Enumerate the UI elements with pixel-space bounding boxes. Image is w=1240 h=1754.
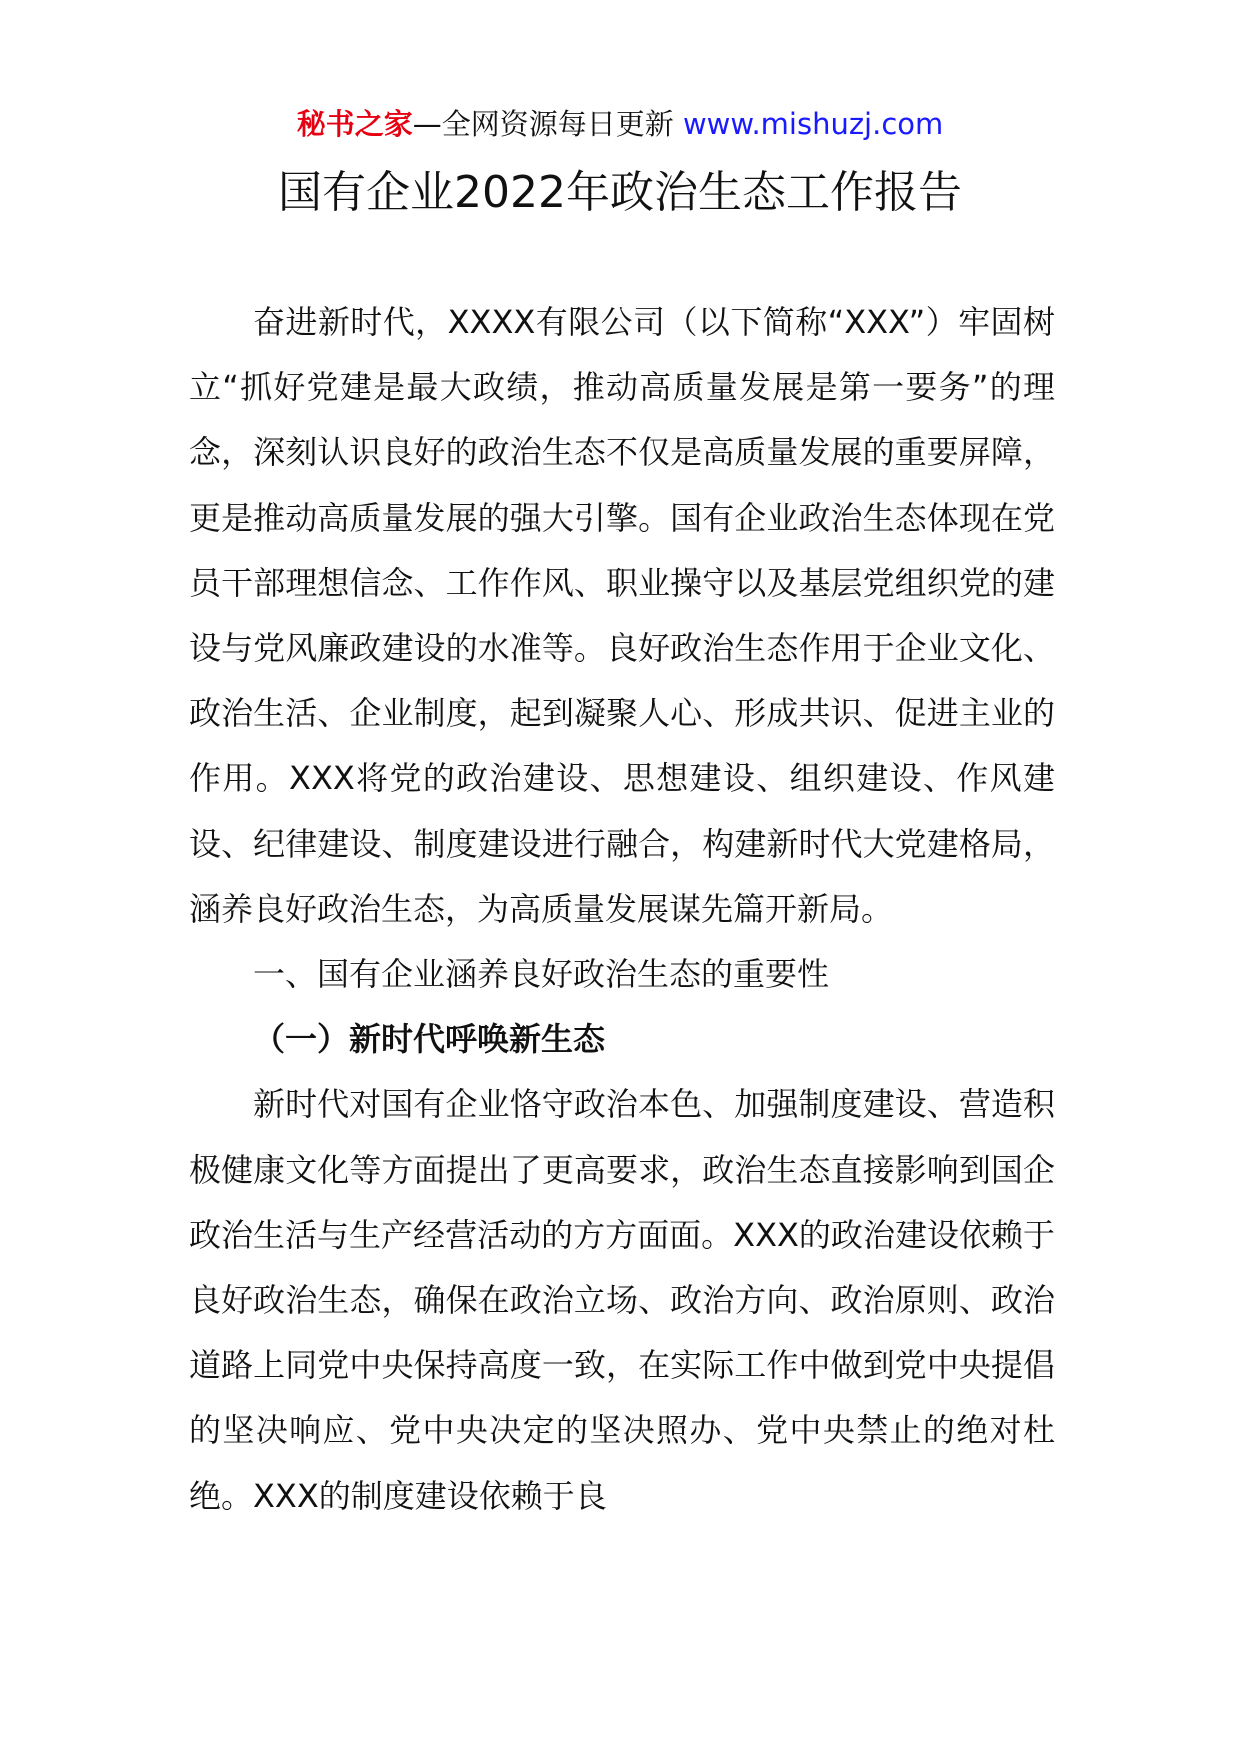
site-header	[0, 102, 1240, 146]
header-tagline: —全网资源每日更新	[412, 107, 683, 141]
site-url-link[interactable]: www.mishuzj.com	[682, 107, 944, 141]
paragraph-intro: 奋进新时代，XXXX有限公司（以下简称“XXX”）牢固树立“抓好党建是最大政绩，推动高质量发展是第一要务”的理念，深刻认识良好的政治生态不仅是高质量发展的重要屏障，更是推动高质量发展的强大引擎。国有企业政治生态体现在党员干部理想信念、工作作风、职业操守以及基层党组织党的建设与党风廉政建设的水准等。良好政治生态作用于企业文化、政治生活、企业制度，起到凝聚人心、形成共识、促进主业的作用。XXX将党的政治建设、思想建设、组织建设、作风建设、纪律建设、制度建设进行融合，构建新时代大党建格局，涵养良好政治生态，为高质量发展谋先篇开新局。	[189, 303, 1055, 928]
brand-name: 秘书之家	[296, 107, 413, 141]
section-heading: 一、国有企业涵养良好政治生态的重要性	[253, 955, 830, 994]
paragraph-new-era: 新时代对国有企业恪守政治本色、加强制度建设、营造积极健康文化等方面提出了更高要求，政治生态直接影响到国企政治生活与生产经营活动的方方面面。XXX的政治建设依赖于良好政治生态，确保在政治立场、政治方向、政治原则、政治道路上同党中央保持高度一致，在实际工作中做到党中央提倡的坚决响应、党中央决定的坚决照办、党中央禁止的绝对杜绝。XXX的制度建设依赖于良	[189, 1085, 1055, 1515]
document-title: 国有企业2022年政治生态工作报告	[278, 167, 962, 218]
subsection-heading: （一）新时代呼唤新生态	[253, 1020, 606, 1059]
document-body	[189, 290, 1055, 1529]
